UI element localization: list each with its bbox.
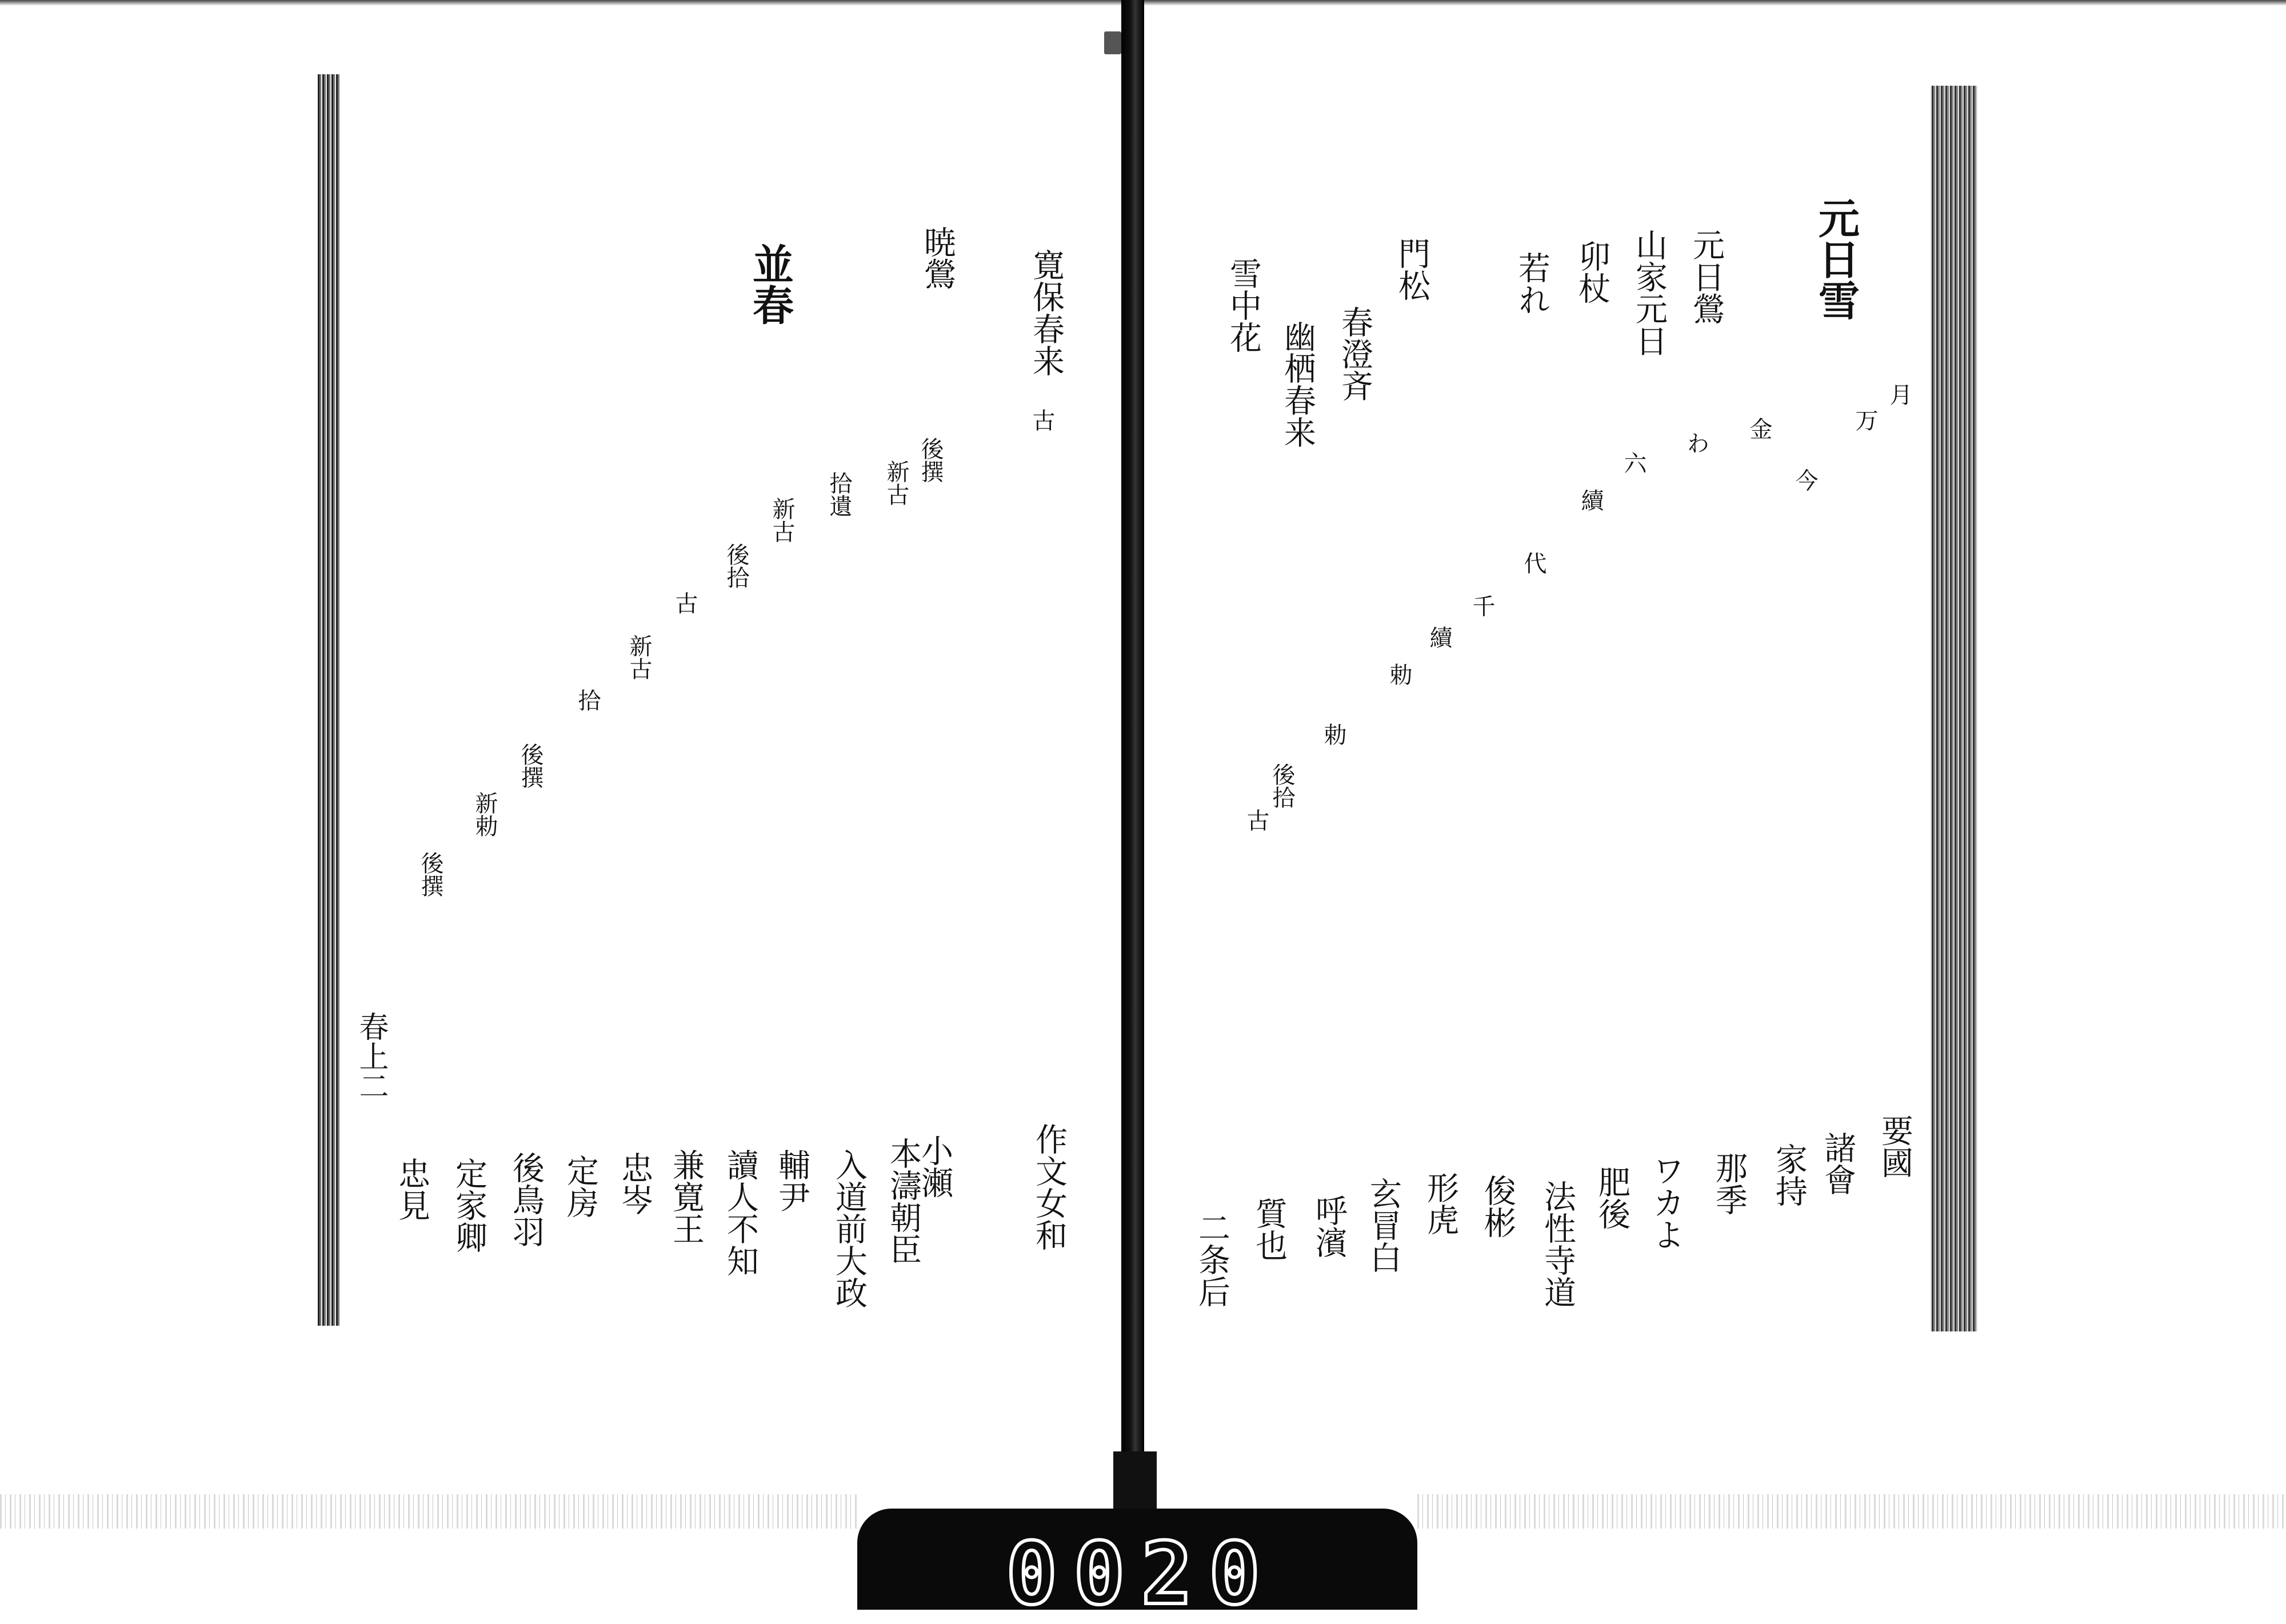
heading: 幽栖春来 xyxy=(1279,320,1316,448)
author-name: 小瀬 xyxy=(916,1134,953,1198)
margin-mark: 新勅 xyxy=(471,791,498,837)
margin-mark: 金 xyxy=(1746,417,1772,440)
author-name: 家持 xyxy=(1771,1143,1808,1207)
margin-mark: 續 xyxy=(1426,626,1452,649)
spine-clip xyxy=(1104,31,1121,54)
heading: 卯杖 xyxy=(1573,240,1610,304)
author-name: 諸會 xyxy=(1819,1131,1856,1195)
margin-mark: 千 xyxy=(1469,594,1495,617)
margin-mark: 六 xyxy=(1620,451,1646,474)
margin-mark: 古 xyxy=(672,591,698,614)
author-name: 作文女和 xyxy=(1030,1123,1068,1251)
margin-mark: 新古 xyxy=(769,497,795,543)
heading: 門松 xyxy=(1393,237,1430,301)
author-name: 本濤朝臣 xyxy=(885,1137,922,1265)
author-name: 質也 xyxy=(1250,1197,1288,1261)
heading: 春澄斉 xyxy=(1336,306,1373,402)
margin-mark: 勅 xyxy=(1386,663,1412,686)
margin-mark: 古 xyxy=(1029,409,1055,431)
author-name: 輔尹 xyxy=(773,1149,810,1213)
margin-mark: 後撰 xyxy=(517,743,543,789)
author-name: 忠見 xyxy=(393,1157,430,1221)
margin-mark: 代 xyxy=(1520,551,1546,574)
margin-mark: 月 xyxy=(1886,383,1912,406)
margin-mark: 拾遺 xyxy=(826,471,852,517)
author-name: 入道前大政 xyxy=(830,1149,868,1309)
margin-mark: 今 xyxy=(1792,469,1818,491)
author-name: 玄冒白 xyxy=(1365,1177,1402,1273)
margin-mark: 拾 xyxy=(574,689,601,711)
margin-mark: 後撰 xyxy=(917,437,944,483)
heading: 暁鶯 xyxy=(919,226,956,290)
right-page-title: 元日雪 xyxy=(1812,197,1860,321)
author-name: 定家卿 xyxy=(450,1157,487,1253)
heading: 並春 xyxy=(746,243,794,325)
margin-mark: 新古 xyxy=(626,634,652,680)
heading: 元日鶯 xyxy=(1688,229,1725,325)
heading: 若れ xyxy=(1513,251,1550,315)
book-spine xyxy=(1121,0,1144,1463)
author-name: 定房 xyxy=(562,1154,599,1218)
margin-mark: 万 xyxy=(1852,409,1878,431)
margin-mark: 續 xyxy=(1577,489,1604,511)
author-name: 讀人不知 xyxy=(722,1149,759,1277)
bottom-scan-noise-right xyxy=(1417,1494,2286,1529)
right-page-edge xyxy=(1931,86,1977,1331)
author-name: 法性寺道 xyxy=(1539,1180,1576,1308)
frame-counter: 0020 xyxy=(1006,1525,1277,1624)
author-name: 兼寛王 xyxy=(668,1149,705,1245)
margin-mark: わ xyxy=(1683,431,1709,454)
author-name: 肥後 xyxy=(1593,1166,1630,1230)
margin-mark: 古 xyxy=(1243,809,1269,831)
author-name: 形虎 xyxy=(1422,1171,1459,1235)
author-name: ワカよ xyxy=(1648,1154,1685,1250)
page-number: 春上二 xyxy=(354,1011,388,1101)
author-name: 那季 xyxy=(1710,1151,1748,1215)
heading: 山家元日 xyxy=(1630,229,1668,357)
author-name: 後鳥羽 xyxy=(507,1151,545,1247)
author-name: 忠岑 xyxy=(616,1151,653,1215)
margin-mark: 後拾 xyxy=(723,543,749,589)
margin-mark: 後撰 xyxy=(417,851,443,897)
author-name: 要國 xyxy=(1876,1114,1913,1178)
heading: 雪中花 xyxy=(1225,257,1262,353)
heading: 寛保春来 xyxy=(1028,249,1065,377)
author-name: 呼濱 xyxy=(1310,1194,1348,1258)
margin-mark: 新古 xyxy=(883,460,909,506)
author-name: 俊彬 xyxy=(1479,1174,1516,1238)
margin-mark: 勅 xyxy=(1320,723,1346,746)
author-name: 二条后 xyxy=(1193,1211,1230,1307)
margin-mark: 後拾 xyxy=(1269,763,1295,809)
bottom-scan-noise-left xyxy=(0,1494,857,1529)
left-page-edge xyxy=(318,74,339,1326)
